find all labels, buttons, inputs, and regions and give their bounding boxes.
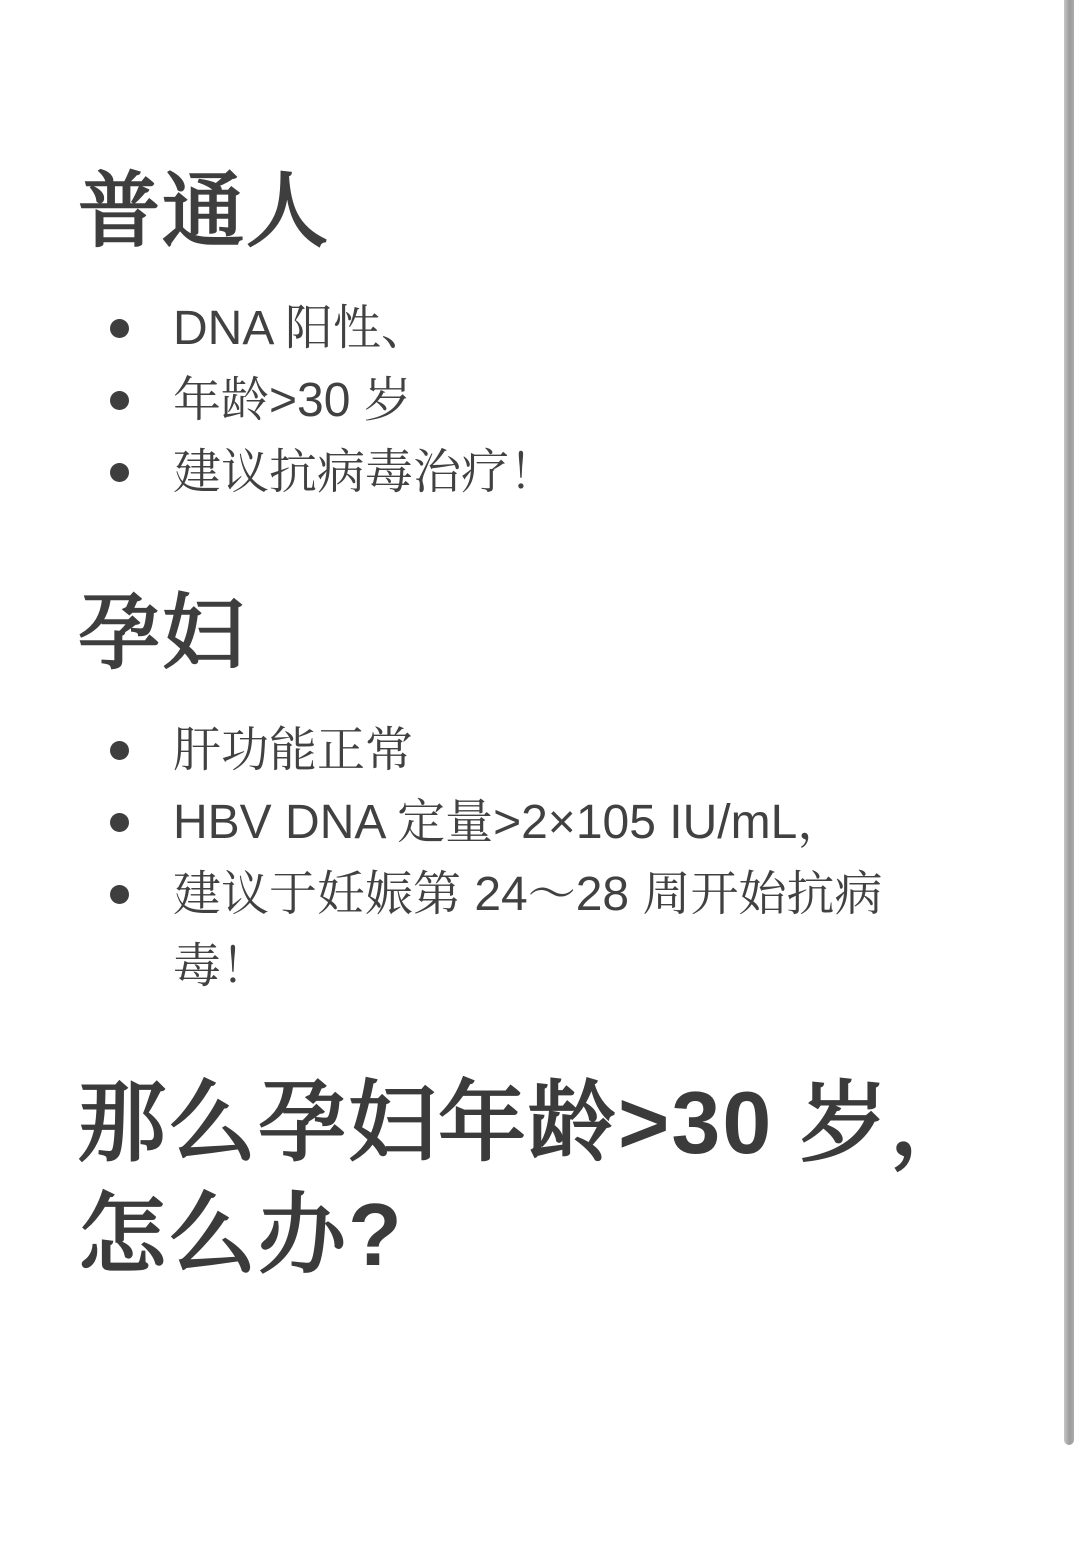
bullet-text: 建议抗病毒治疗！	[173, 446, 558, 499]
bullet-text: DNA 阳性、	[173, 302, 430, 355]
list-item	[78, 365, 933, 437]
list-item	[78, 293, 933, 365]
bullet-text: 年龄>30 岁	[173, 374, 412, 427]
list-item	[78, 787, 933, 859]
section-ordinary-people	[78, 165, 1040, 509]
bullet-dot-icon	[110, 741, 129, 760]
bullet-list-ordinary-people	[78, 293, 1040, 509]
section-heading-ordinary-people: 普通人	[78, 166, 331, 257]
bullet-dot-icon	[110, 463, 129, 482]
list-item	[78, 437, 933, 509]
list-item	[78, 859, 933, 1003]
section-pregnant-women	[78, 587, 1040, 1003]
bullet-dot-icon	[110, 813, 129, 832]
bullet-text: HBV DNA 定量>2×105 IU/mL，	[173, 796, 846, 849]
scrollbar-thumb[interactable]	[1064, 0, 1074, 1445]
question-heading: 那么孕妇年龄>30 岁，怎么办?	[78, 1073, 980, 1284]
bullet-dot-icon	[110, 885, 129, 904]
section-heading-pregnant-women: 孕妇	[78, 588, 247, 679]
bullet-text: 肝功能正常	[173, 724, 414, 777]
bullet-text: 建议于妊娠第 24～28 周开始抗病毒！	[173, 868, 883, 993]
bullet-list-pregnant-women	[78, 715, 1040, 1003]
list-item	[78, 715, 933, 787]
bullet-dot-icon	[110, 319, 129, 338]
bullet-dot-icon	[110, 391, 129, 410]
